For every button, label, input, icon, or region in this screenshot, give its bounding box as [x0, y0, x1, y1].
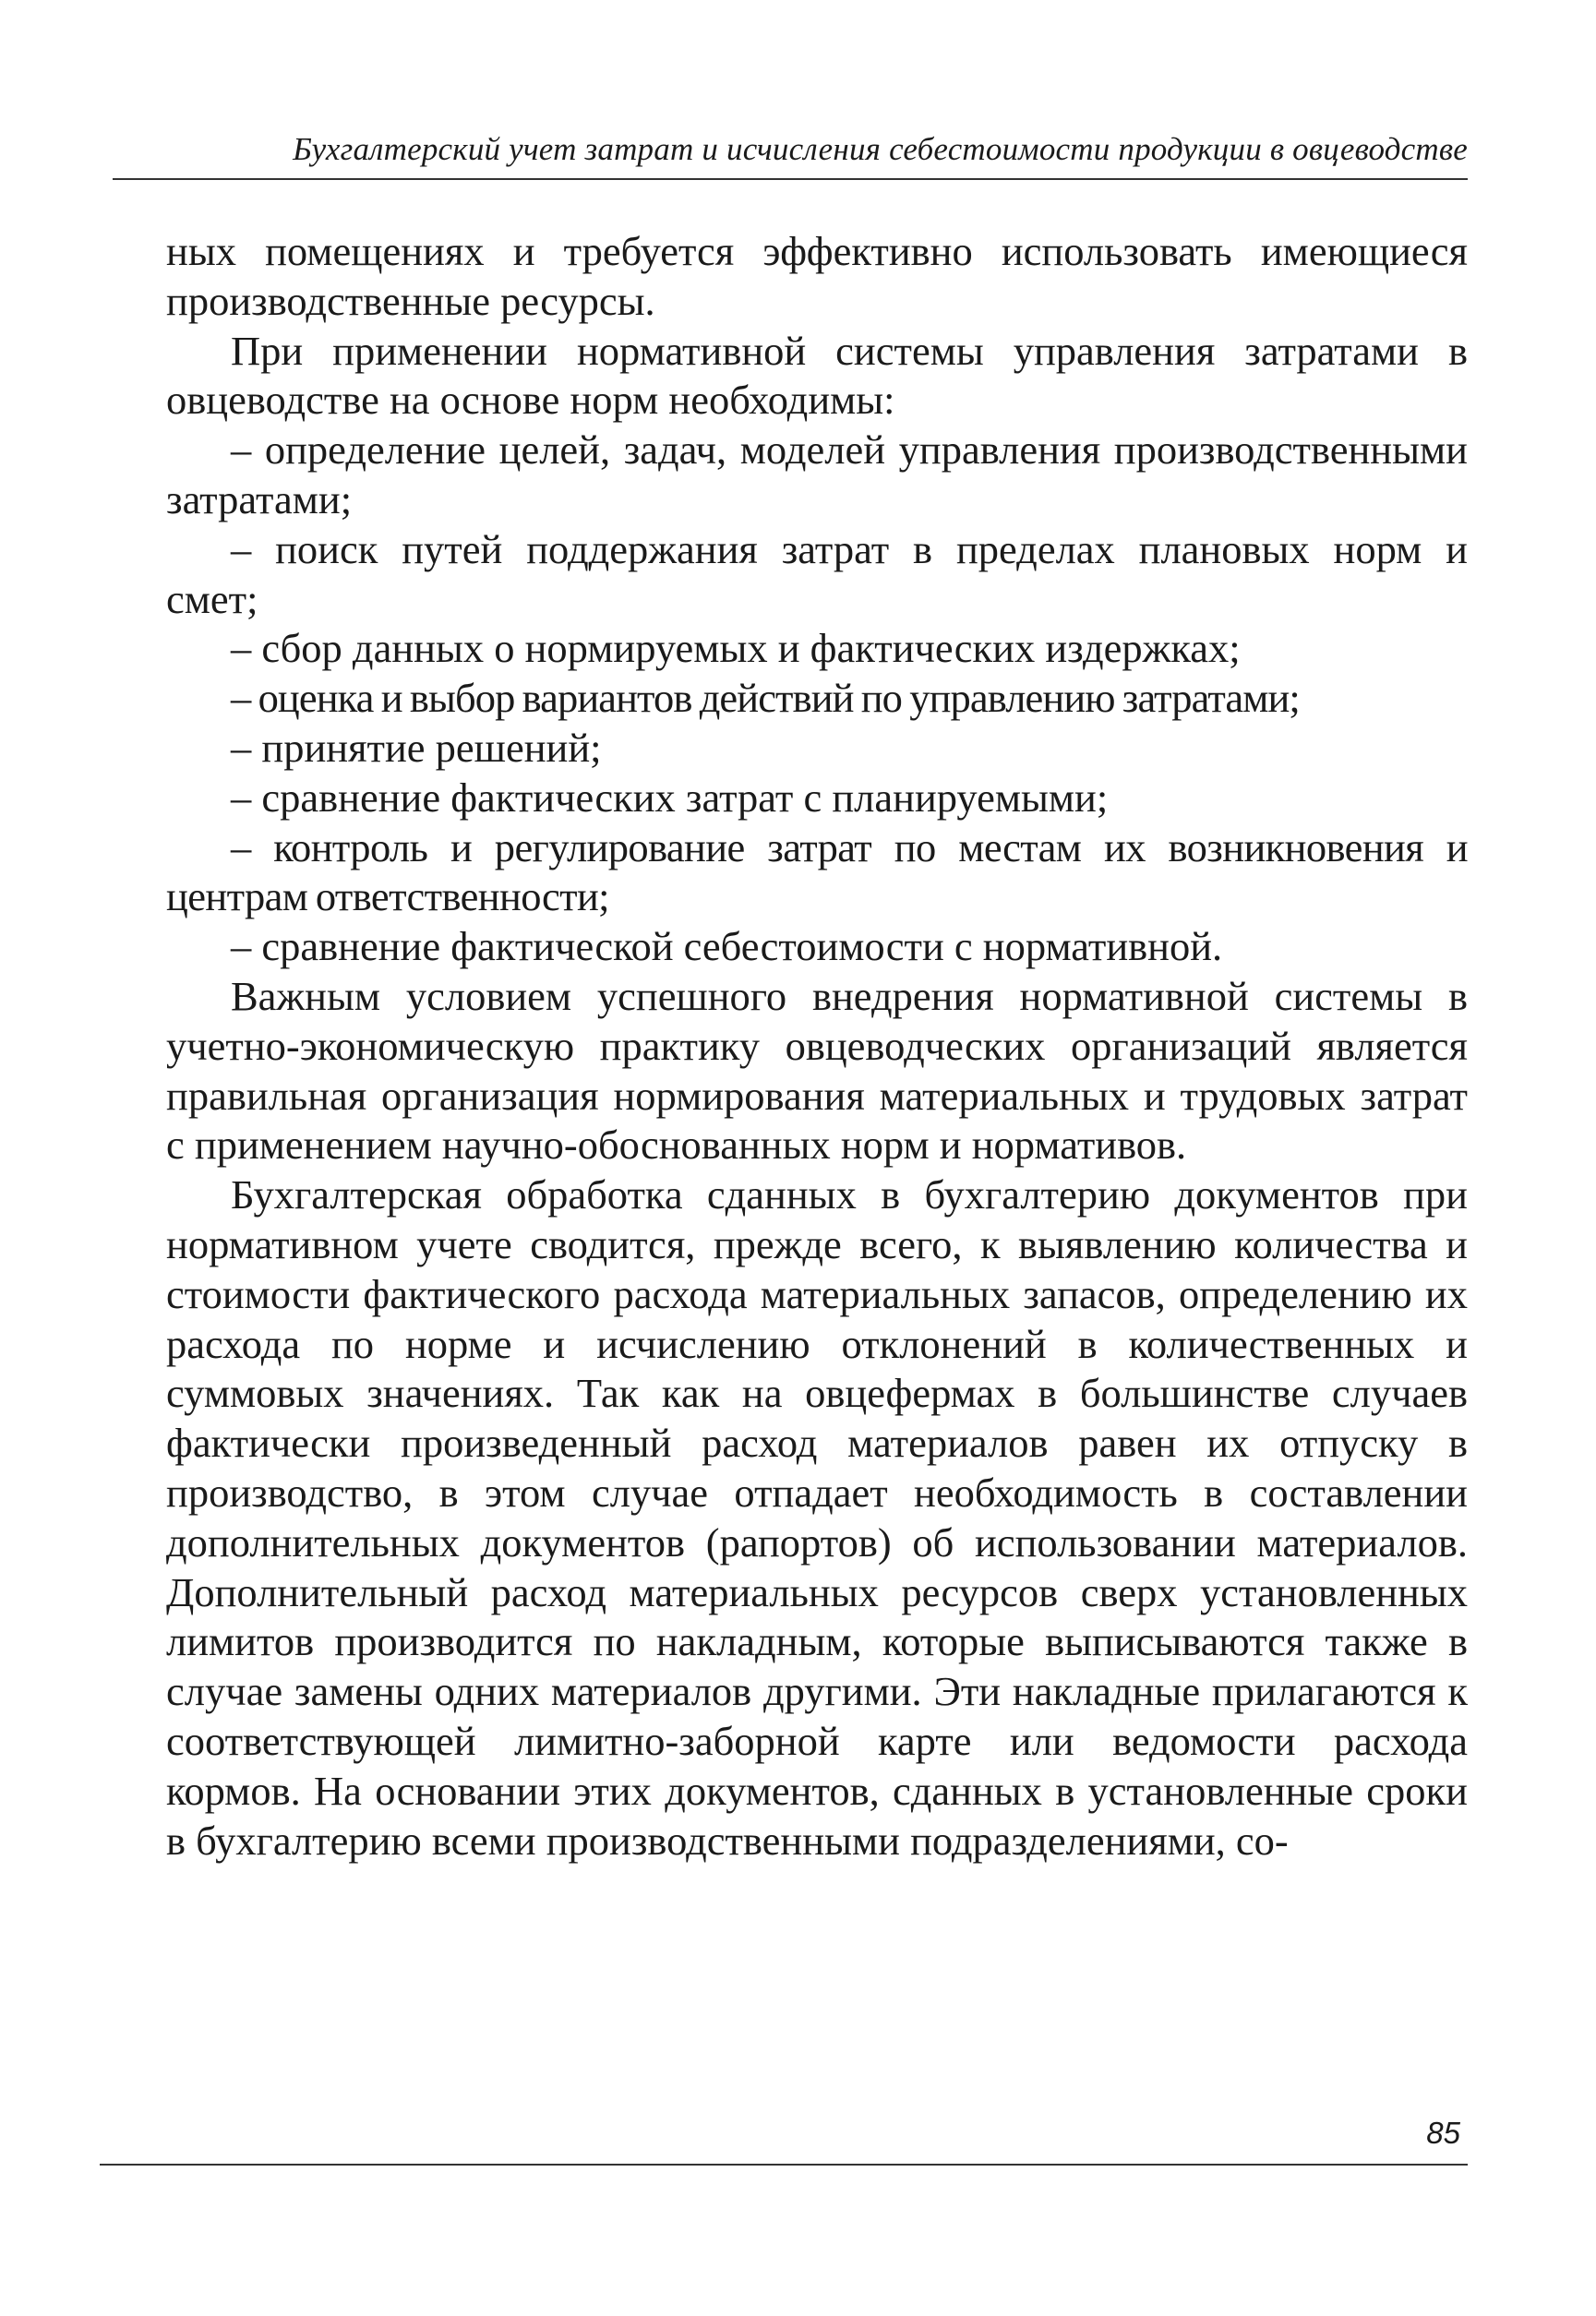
- list-item: – сравнение фактических затрат с планируемыми;: [231, 774, 1109, 821]
- list-item: – определение целей, задач, моделей управления производственными затратами;: [166, 426, 1468, 522]
- paragraph-intro: При применении нормативной системы управления затратами в овцеводстве на основе норм необходимы:: [166, 327, 1468, 424]
- list-item: – сравнение фактической себестоимости с нормативной.: [231, 923, 1223, 970]
- list-item: – контроль и регулирование затрат по местам их возникновения и центрам ответственности;: [166, 823, 1468, 920]
- page-number: 85: [1426, 2116, 1460, 2150]
- footer-rule: [100, 2164, 1468, 2166]
- running-head: Бухгалтерский учет затрат и исчисления себестоимости продукции в овцеводстве: [293, 131, 1468, 167]
- list-item: – принятие решений;: [231, 724, 602, 771]
- list-item: – поиск путей поддержания затрат в пределах плановых норм и смет;: [166, 525, 1468, 622]
- list-item: – сбор данных о нормируемых и фактических издержках;: [231, 625, 1241, 672]
- book-page: [166, 0, 1468, 2316]
- body-text: [166, 227, 1468, 1866]
- paragraph-continuation: ных помещениях и требуется эффективно использовать имеющиеся производственные ресурсы.: [166, 228, 1468, 324]
- list-item: – оценка и выбор вариантов действий по управлению затратами;: [231, 675, 1300, 722]
- paragraph: Бухгалтерская обработка сданных в бухгалтерию документов при нормативном учете сводится, прежде всего, к выявлению количества и стоимости фактического расхода материальных запасов, определению их расхода по норме и исчислению отклонений в количественных и суммовых значениях. Так как на овцефермах в большинстве случаев фактически произведенный расход материалов равен их отпуску в производство, в этом случае отпадает необходимость в составлении дополнительных документов (рапортов) об использовании материалов. Дополнительный расход материальных ресурсов сверх установленных лимитов производится по накладным, которые выписываются также в случае замены одних материалов другими. Эти накладные прилагаются к соответствующей лимитно-заборной карте или ведомости расхода кормов. На основании этих документов, сданных в установленные сроки в бухгалтерию всеми производственными подразделениями, со-: [166, 1171, 1468, 1864]
- paragraph: Важным условием успешного внедрения нормативной системы в учетно-экономическую практику овцеводческих организаций является правильная организация нормирования материальных и трудовых затрат с применением научно-обоснованных норм и нормативов.: [166, 972, 1468, 1169]
- header-rule: [113, 178, 1468, 180]
